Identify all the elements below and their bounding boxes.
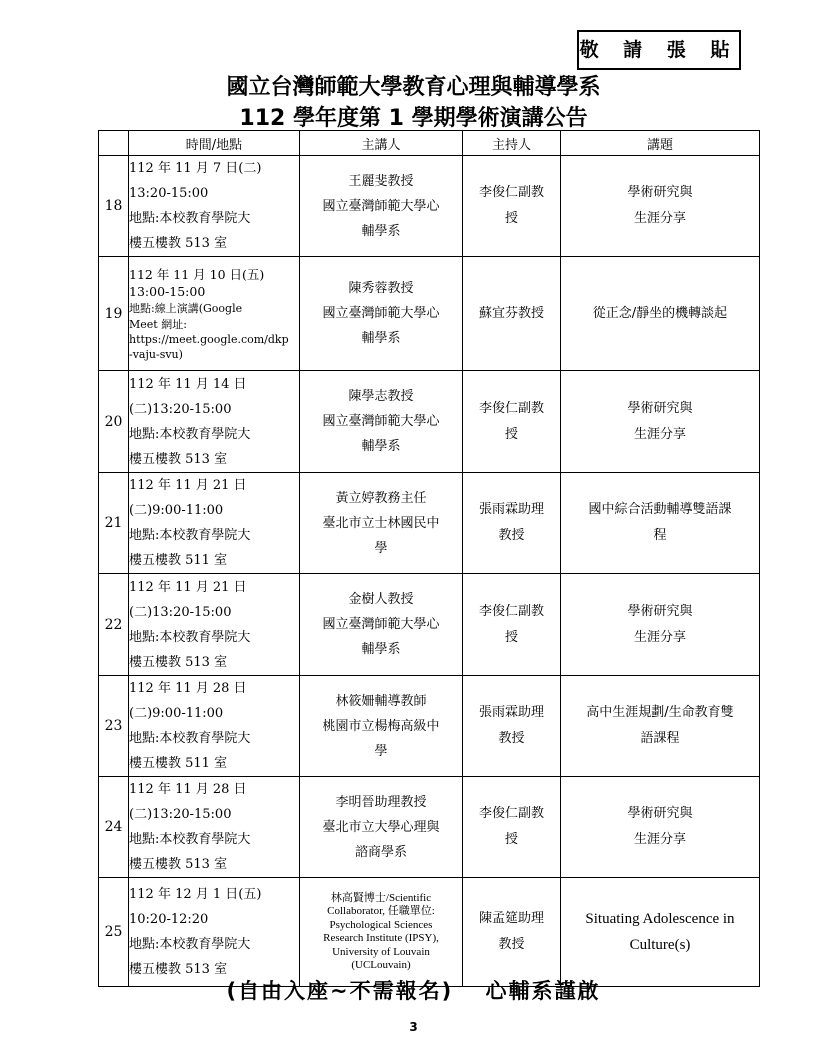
host-name: 張雨霖助理 bbox=[478, 502, 544, 517]
speaker-cell bbox=[300, 473, 463, 574]
time-location-cell bbox=[129, 676, 300, 777]
location: 樓五樓教 511 室 bbox=[129, 756, 228, 771]
speaker-name: 李明晉助理教授 bbox=[335, 794, 427, 810]
row-number: 25 bbox=[99, 878, 129, 987]
host-name: 教授 bbox=[498, 528, 525, 543]
speaker-name: 林筱姍輔導教師 bbox=[335, 693, 427, 709]
date: 112 年 11 月 21 日 bbox=[129, 579, 247, 595]
topic-cell bbox=[561, 777, 760, 878]
speaker-name: 金樹人教授 bbox=[348, 592, 414, 607]
time-location-cell bbox=[129, 777, 300, 878]
host-cell bbox=[463, 257, 561, 371]
speaker-name: 黃立婷教務主任 bbox=[335, 490, 427, 506]
time-location-cell bbox=[129, 878, 300, 987]
speaker-cell bbox=[300, 878, 463, 987]
host-name: 教授 bbox=[498, 731, 525, 746]
meet-url: https://meet.google.com/dkp bbox=[129, 332, 289, 346]
time: (二)9:00-11:00 bbox=[129, 706, 224, 721]
header-no bbox=[99, 131, 129, 156]
topic: 語課程 bbox=[640, 731, 680, 746]
header-topic: 講題 bbox=[561, 131, 760, 156]
table-row bbox=[99, 473, 760, 574]
speaker-affiliation: 學 bbox=[374, 743, 388, 759]
row-number: 21 bbox=[99, 473, 129, 574]
date: 112 年 11 月 21 日 bbox=[129, 478, 247, 493]
table-row bbox=[99, 156, 760, 257]
speaker-name: 陳學志教授 bbox=[348, 389, 414, 404]
location: 樓五樓教 513 室 bbox=[129, 962, 228, 977]
date: 112 年 11 月 14 日 bbox=[129, 376, 247, 392]
time: 10:20-12:20 bbox=[129, 912, 209, 927]
topic: 生涯分享 bbox=[633, 832, 686, 847]
host-name: 教授 bbox=[498, 937, 525, 952]
header-host: 主持人 bbox=[463, 131, 561, 156]
topic-cell bbox=[561, 257, 760, 371]
topic-cell bbox=[561, 473, 760, 574]
speaker-affiliation: 輔學系 bbox=[361, 223, 401, 239]
speaker-affiliation: 臺北市立士林國民中 bbox=[322, 515, 440, 531]
host-cell bbox=[463, 777, 561, 878]
speaker-cell bbox=[300, 676, 463, 777]
host-name: 授 bbox=[504, 832, 518, 847]
host-name: 李俊仁副教 bbox=[478, 806, 544, 821]
host-cell bbox=[463, 878, 561, 987]
host-name: 張雨霖助理 bbox=[478, 705, 544, 720]
time-location-cell bbox=[129, 156, 300, 257]
post-notice-stamp: 敬 請 張 貼 bbox=[577, 30, 741, 70]
table-row bbox=[99, 676, 760, 777]
host-cell bbox=[463, 473, 561, 574]
location: 樓五樓教 513 室 bbox=[129, 451, 228, 467]
topic: 生涯分享 bbox=[633, 211, 686, 226]
time-location-cell bbox=[129, 257, 300, 371]
topic: 國中綜合活動輔導雙語課 bbox=[588, 502, 732, 517]
location: 樓五樓教 511 室 bbox=[129, 553, 228, 568]
speaker-affiliation: Research Institute (IPSY), bbox=[323, 932, 439, 944]
row-number: 23 bbox=[99, 676, 129, 777]
time: (二)13:20-15:00 bbox=[129, 604, 232, 620]
topic: 生涯分享 bbox=[633, 629, 686, 645]
date: 112 年 12 月 1 日(五) bbox=[129, 887, 262, 902]
row-number: 20 bbox=[99, 371, 129, 473]
topic: 從正念/靜坐的機轉談起 bbox=[592, 305, 728, 321]
topic: 學術研究與 bbox=[627, 806, 693, 821]
table-row bbox=[99, 878, 760, 987]
host-name: 陳孟筵助理 bbox=[478, 911, 544, 926]
time: 13:00-15:00 bbox=[129, 283, 206, 299]
speaker-affiliation: 國立臺灣師範大學心 bbox=[322, 306, 440, 321]
host-name: 李俊仁副教 bbox=[478, 185, 544, 200]
speaker-affiliation: Psychological Sciences bbox=[329, 918, 433, 931]
speaker-affiliation: 輔學系 bbox=[361, 331, 401, 346]
speaker-cell bbox=[300, 371, 463, 473]
footer-note: (自由入座~不需報名) 心輔系謹啟 bbox=[226, 979, 601, 1003]
topic: 生涯分享 bbox=[633, 426, 686, 442]
table-row bbox=[99, 574, 760, 676]
speaker-affiliation: 臺北市立大學心理與 bbox=[322, 819, 440, 835]
time: (二)13:20-15:00 bbox=[129, 401, 232, 417]
speaker-affiliation: 國立臺灣師範大學心 bbox=[322, 198, 440, 214]
location: 樓五樓教 513 室 bbox=[129, 654, 228, 670]
location: 地點:本校教育學院大 bbox=[129, 426, 251, 442]
date: 112 年 11 月 10 日(五) bbox=[129, 266, 265, 282]
speaker-affiliation: 桃園市立楊梅高級中 bbox=[322, 718, 440, 734]
speaker-name: 林高賢博士/Scientific bbox=[330, 891, 432, 904]
host-name: 授 bbox=[504, 629, 518, 645]
meet-url: -vaju-svu) bbox=[129, 347, 183, 361]
page-subtitle: 112 學年度第 1 學期學術演講公告 bbox=[239, 106, 588, 131]
speaker-cell bbox=[300, 156, 463, 257]
location: 地點:本校教育學院大 bbox=[129, 528, 251, 543]
location: 地點:本校教育學院大 bbox=[129, 731, 251, 746]
table-header-row bbox=[99, 131, 760, 156]
location: 地點:本校教育學院大 bbox=[129, 937, 251, 952]
page-number: 3 bbox=[409, 1020, 418, 1034]
speaker-name: 王麗斐教授 bbox=[348, 173, 414, 189]
speaker-cell bbox=[300, 257, 463, 371]
location: 地點:本校教育學院大 bbox=[129, 832, 251, 847]
location: 地點:本校教育學院大 bbox=[129, 211, 251, 226]
host-cell bbox=[463, 156, 561, 257]
topic-cell bbox=[561, 156, 760, 257]
row-number: 22 bbox=[99, 574, 129, 676]
time: 13:20-15:00 bbox=[129, 186, 209, 201]
speaker-affiliation: 諮商學系 bbox=[354, 844, 407, 860]
speaker-affiliation: 輔學系 bbox=[361, 642, 401, 657]
table-row bbox=[99, 371, 760, 473]
lecture-schedule-table bbox=[98, 130, 760, 987]
topic: 學術研究與 bbox=[627, 185, 693, 200]
topic: 學術研究與 bbox=[627, 400, 693, 416]
location: 樓五樓教 513 室 bbox=[129, 236, 228, 251]
row-number: 19 bbox=[99, 257, 129, 371]
location: 地點:線上演講(Google bbox=[129, 301, 243, 315]
topic: 高中生涯規劃/生命教育雙 bbox=[586, 705, 734, 720]
topic-cell bbox=[561, 676, 760, 777]
topic: 程 bbox=[653, 528, 667, 543]
speaker-affiliation: Collaborator, 任職單位: bbox=[327, 905, 435, 917]
date: 112 年 11 月 28 日 bbox=[129, 782, 247, 797]
time-location-cell bbox=[129, 371, 300, 473]
speaker-cell bbox=[300, 574, 463, 676]
date: 112 年 11 月 7 日(二) bbox=[129, 161, 262, 176]
host-name: 授 bbox=[504, 426, 518, 442]
topic: Situating Adolescence in bbox=[585, 911, 735, 927]
speaker-cell bbox=[300, 777, 463, 878]
table-row bbox=[99, 257, 760, 371]
speaker-affiliation: 國立臺灣師範大學心 bbox=[322, 414, 440, 429]
host-name: 蘇宜芬教授 bbox=[478, 305, 544, 321]
header-speaker: 主講人 bbox=[300, 131, 463, 156]
date: 112 年 11 月 28 日 bbox=[129, 681, 247, 696]
host-cell bbox=[463, 676, 561, 777]
time-location-cell bbox=[129, 473, 300, 574]
speaker-name: 陳秀蓉教授 bbox=[348, 281, 414, 296]
speaker-affiliation: 國立臺灣師範大學心 bbox=[322, 617, 440, 632]
host-name: 李俊仁副教 bbox=[478, 400, 544, 416]
row-number: 24 bbox=[99, 777, 129, 878]
topic-cell bbox=[561, 878, 760, 987]
row-number: 18 bbox=[99, 156, 129, 257]
host-cell bbox=[463, 371, 561, 473]
topic-cell bbox=[561, 371, 760, 473]
host-cell bbox=[463, 574, 561, 676]
time: (二)13:20-15:00 bbox=[129, 807, 232, 822]
page-title: 國立台灣師範大學教育心理與輔導學系 bbox=[226, 75, 601, 100]
speaker-affiliation: (UCLouvain) bbox=[351, 959, 411, 971]
topic-cell bbox=[561, 574, 760, 676]
topic: 學術研究與 bbox=[627, 603, 693, 619]
location: 地點:本校教育學院大 bbox=[129, 629, 251, 645]
location: Meet 網址: bbox=[129, 317, 187, 331]
time-location-cell bbox=[129, 574, 300, 676]
host-name: 授 bbox=[504, 211, 518, 226]
speaker-affiliation: University of Louvain bbox=[332, 945, 430, 958]
topic: Culture(s) bbox=[629, 937, 691, 953]
speaker-affiliation: 輔學系 bbox=[361, 439, 401, 454]
header-time: 時間/地點 bbox=[129, 131, 300, 156]
table-row bbox=[99, 777, 760, 878]
time: (二)9:00-11:00 bbox=[129, 503, 224, 518]
host-name: 李俊仁副教 bbox=[478, 603, 544, 619]
speaker-affiliation: 學 bbox=[374, 540, 388, 556]
location: 樓五樓教 513 室 bbox=[129, 857, 228, 872]
